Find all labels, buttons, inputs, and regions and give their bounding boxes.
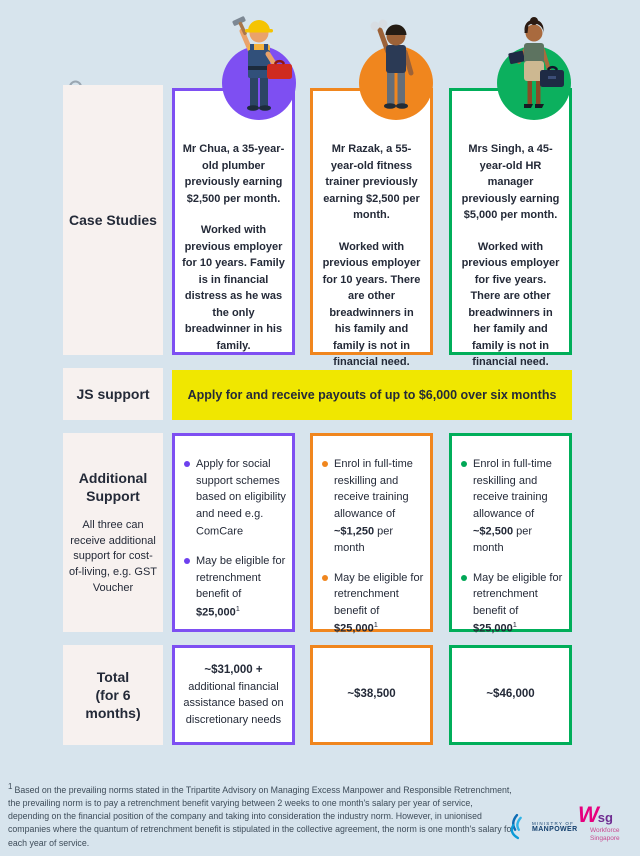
case-study-text: Mr Chua, a 35-year-old plumber previously earning $2,500 per month.: [182, 143, 285, 205]
case-study-card-razak: [310, 88, 433, 368]
workforce-singapore-logo: [578, 804, 620, 843]
total-label-period: (for 6 months): [85, 686, 141, 722]
bullet-dot-icon: [461, 575, 467, 581]
case-study-card-singh: [449, 88, 572, 368]
case-study-card-chua: [172, 88, 295, 355]
js-support-banner: Apply for and receive payouts of up to $6,000 over six months: [172, 370, 572, 420]
additional-support-card-chua: [172, 433, 295, 632]
wsg-subtext: Workforce Singapore: [590, 827, 620, 843]
bullet-item: [184, 553, 286, 621]
bullet-dot-icon: [184, 461, 190, 467]
bullet-text: May be eligible for retrenchment benefit of $25,000$^1$: [196, 555, 286, 619]
bullet-item: [184, 456, 286, 540]
bullet-item: [322, 456, 424, 557]
avatar-fitness-trainer: [341, 0, 451, 122]
avatar-plumber: [204, 0, 314, 122]
mom-logo-text: MINISTRY OF MANPOWER: [532, 821, 578, 833]
case-study-text: Worked with previous employer for five years. There are other breadwinners in her family and family is not in financial need.: [461, 240, 560, 368]
additional-support-card-singh: [449, 433, 572, 635]
footnote: [8, 781, 515, 850]
case-study-text: Mrs Singh, a 45-year-old HR manager previously earning $5,000 per month.: [461, 143, 560, 221]
total-card-chua: [172, 645, 295, 745]
js-support-label: JS support: [76, 385, 150, 402]
bullet-text: May be eligible for retrenchment benefit of $25,000$^1$: [473, 571, 563, 635]
bullet-item: [461, 570, 563, 638]
case-study-text: Worked with previous employer for 10 years. Family is in financial distress as he was the only breadwinner in his family.: [182, 224, 285, 352]
case-studies-label: Case Studies: [69, 211, 157, 228]
case-study-text: Worked with previous employer for 10 years. There are other breadwinners in his family and family is not in financial need.: [322, 240, 421, 368]
total-amount: ~$46,000: [486, 688, 535, 701]
bullet-text: Enrol in full-time reskilling and receive training allowance of ~$2,500 per month: [473, 458, 552, 555]
total-amount: ~$31,000 +: [204, 663, 263, 676]
additional-support-note: All three can receive additional support for cost-of-living, e.g. GST Voucher: [68, 519, 158, 594]
avatar-hr-manager: [479, 0, 589, 122]
additional-support-label: Additional Support: [78, 469, 148, 504]
mom-swirl-icon: [506, 813, 528, 841]
bullet-dot-icon: [322, 575, 328, 581]
row-label-case-studies: [63, 85, 163, 355]
bullet-dot-icon: [184, 558, 190, 564]
case-study-text: Mr Razak, a 55-year-old fitness trainer previously earning $2,500 per month.: [323, 143, 420, 221]
total-card-singh: [449, 645, 572, 745]
bullet-text: Enrol in full-time reskilling and receive training allowance of ~$1,250 per month: [334, 458, 413, 555]
ministry-of-manpower-logo: [506, 813, 578, 841]
bullet-item: [461, 456, 563, 557]
bullet-text: Apply for social support schemes based on eligibility and need e.g. ComCare: [196, 458, 286, 538]
bullet-item: [322, 570, 424, 638]
total-label: Total: [96, 668, 130, 685]
row-label-additional-support: [63, 433, 163, 632]
bullet-dot-icon: [322, 461, 328, 467]
bullet-dot-icon: [461, 461, 467, 467]
footnote-text: Based on the prevailing norms stated in the Tripartite Advisory on Managing Excess Manpower and Responsible Retrenchment, the prevailing norm is to pay a retrenchment benefit varying between 2 weeks to one month's salary per year of service, depending on the financial position of the company and taking into consideration the industry norm. However, in unionised companies where the quantum of retrenchment benefit is stipulated in the collective agreement, the norm is one month's salary for each year of service.: [8, 784, 515, 848]
total-amount: ~$38,500: [347, 688, 396, 701]
total-card-razak: [310, 645, 433, 745]
row-label-js-support: [63, 368, 163, 420]
wsg-wordmark: Wsg: [578, 802, 613, 827]
footnote-marker: 1: [8, 782, 13, 791]
bullet-text: May be eligible for retrenchment benefit of $25,000$^1$: [334, 571, 424, 635]
additional-support-card-razak: [310, 433, 433, 635]
total-note: additional financial assistance based on discretionary needs: [183, 680, 284, 726]
row-label-total: [63, 645, 163, 745]
